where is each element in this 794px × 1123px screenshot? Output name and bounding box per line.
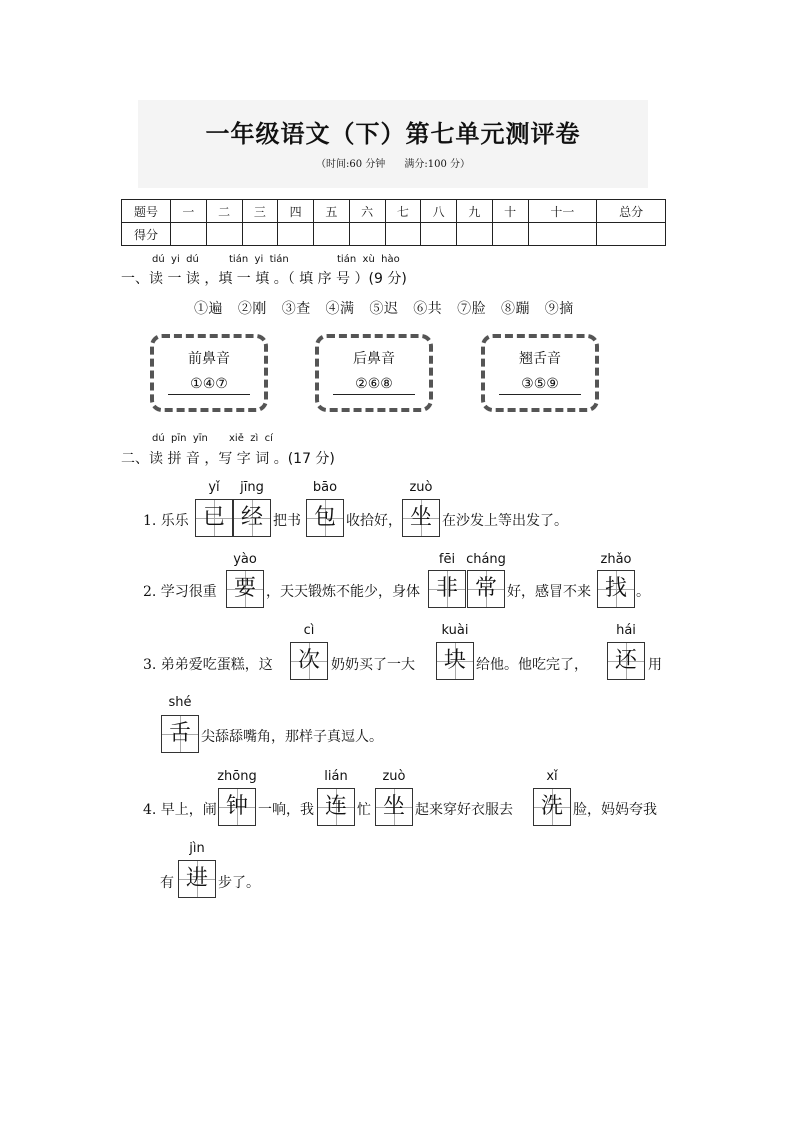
retroflex-box [481,334,599,412]
writing-cell[interactable]: 常 [467,570,505,608]
question-text: 在沙发上等出发了。 [442,513,568,529]
score-cell[interactable] [206,223,242,246]
box-title: 翘舌音 [519,351,561,367]
box-answer[interactable]: ①④⑦ [168,376,250,395]
column-header: 六 [349,200,385,223]
pinyin-label: zhǎo [600,552,632,567]
pinyin-label: jìn [189,841,205,856]
back-nasal-box [315,334,433,412]
question-text: 。 [636,584,650,600]
question-text: 起来穿好衣服去 [415,802,513,818]
section2-heading: 二、读 拼 音 ，写 字 词 。(17 分) [121,451,335,467]
question-text: 给他。他吃完了， [476,657,588,673]
score-table-score-row [122,223,666,246]
column-header: 七 [385,200,421,223]
writing-cell[interactable]: 进 [178,860,216,898]
pinyin-label: zuò [409,480,433,495]
character-options: ①遍 ②刚 ③查 ④满 ⑤迟 ⑥共 ⑦脸 ⑧蹦 ⑨摘 [194,301,574,317]
writing-cell[interactable]: 已 [195,499,233,537]
column-header: 四 [278,200,314,223]
front-nasal-box [150,334,268,412]
score-cell[interactable] [171,223,207,246]
column-header: 总分 [597,200,666,223]
writing-cell[interactable]: 次 [290,642,328,680]
column-header: 五 [314,200,350,223]
question-text: ，天天锻炼不能少，身体 [266,584,420,600]
writing-cell[interactable]: 块 [436,642,474,680]
box-answer[interactable]: ②⑥⑧ [333,376,415,395]
section1-pinyin: tián yi tián [229,254,289,265]
writing-cell[interactable]: 坐 [375,788,413,826]
pinyin-label: kuài [441,623,469,638]
section1-pinyin: tián xù hào [337,254,400,265]
score-cell[interactable] [492,223,528,246]
writing-cell[interactable]: 还 [607,642,645,680]
pinyin-label: yǐ [208,480,220,495]
pinyin-label: fēi [438,552,456,567]
score-cell[interactable] [242,223,278,246]
question-text: 脸，妈妈夸我 [573,802,657,818]
column-header: 十 [492,200,528,223]
column-header: 三 [242,200,278,223]
score-label: 得分 [122,223,171,246]
score-cell[interactable] [349,223,385,246]
writing-cell[interactable]: 洗 [533,788,571,826]
writing-cell[interactable]: 找 [597,570,635,608]
section1-heading: 一、读 一 读 ，填 一 填 。（ 填 序 号 ）(9 分) [121,271,407,287]
score-cell[interactable] [385,223,421,246]
question-text: 3. 弟弟爱吃蛋糕，这 [143,657,273,673]
score-table [121,199,666,246]
writing-cell[interactable]: 要 [226,570,264,608]
pinyin-label: cì [303,623,315,638]
score-cell[interactable] [457,223,493,246]
pinyin-label: zhōng [217,769,257,784]
score-cell[interactable] [421,223,457,246]
question-text: 有 [160,875,174,891]
section1-pinyin: dú yi dú [152,254,199,265]
pinyin-label: yào [233,552,257,567]
score-table-header-row [122,200,666,223]
question-text: 忙 [357,802,371,818]
column-header: 八 [421,200,457,223]
pinyin-label: shé [168,695,192,710]
question-text: 好，感冒不来 [507,584,591,600]
writing-cell[interactable]: 钟 [218,788,256,826]
pinyin-label: cháng [466,552,506,567]
pinyin-label: xǐ [546,769,558,784]
page-title: 一年级语文（下）第七单元测评卷 [205,119,581,148]
question-text: 1. 乐乐 [143,513,189,529]
section2-pinyin: dú pīn yīn [152,433,208,444]
score-cell[interactable] [278,223,314,246]
pinyin-label: zuò [382,769,406,784]
score-cell[interactable] [597,223,666,246]
question-text: 4. 早上，闹 [143,802,217,818]
question-text: 用 [648,657,662,673]
question-text: 一响，我 [258,802,314,818]
exam-info: （时间:60 分钟 满分:100 分） [316,159,470,170]
pinyin-label: hái [616,623,636,638]
writing-cell[interactable]: 包 [306,499,344,537]
box-title: 前鼻音 [188,351,230,367]
pinyin-label: lián [324,769,348,784]
question-text: 2. 学习很重 [143,584,217,600]
score-cell[interactable] [314,223,350,246]
box-answer[interactable]: ③⑤⑨ [499,376,581,395]
writing-cell[interactable]: 舌 [161,715,199,753]
writing-cell[interactable]: 非 [428,570,466,608]
question-text: 奶奶买了一大 [331,657,415,673]
column-header: 九 [457,200,493,223]
writing-cell[interactable]: 坐 [402,499,440,537]
pinyin-label: jīng [240,480,264,495]
question-number-label: 题号 [122,200,171,223]
section2-pinyin: xiě zì cí [229,433,273,444]
question-text: 步了。 [218,875,260,891]
question-text: 收拾好， [346,513,402,529]
column-header: 一 [171,200,207,223]
pinyin-label: bāo [312,480,338,495]
writing-cell[interactable]: 连 [317,788,355,826]
column-header: 十一 [528,200,597,223]
writing-cell[interactable]: 经 [233,499,271,537]
question-text: 尖舔舔嘴角，那样子真逗人。 [201,729,383,745]
column-header: 二 [206,200,242,223]
question-text: 把书 [273,513,301,529]
box-title: 后鼻音 [353,351,395,367]
score-cell[interactable] [528,223,597,246]
